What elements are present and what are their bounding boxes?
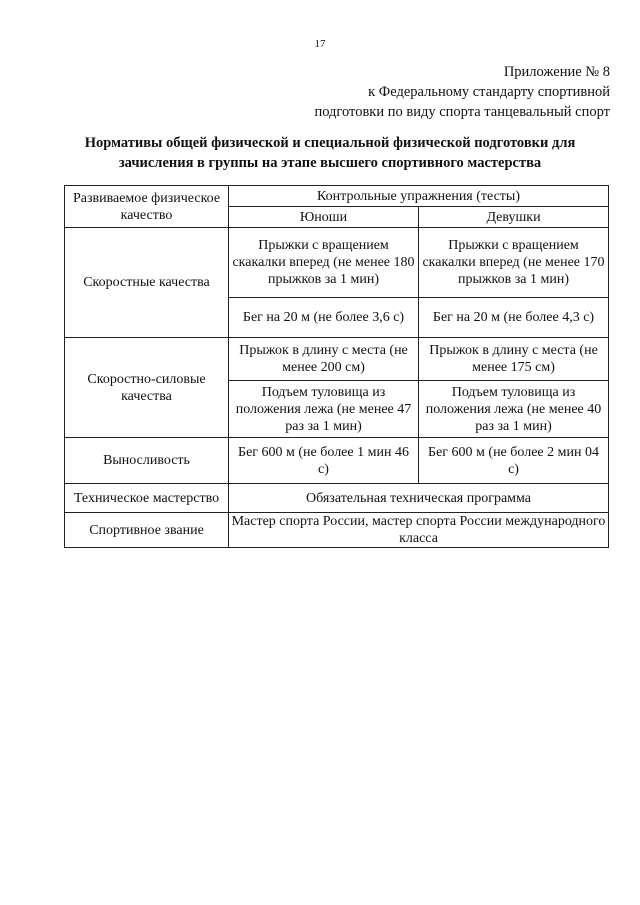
test-combined: Мастер спорта России, мастер спорта России международного класса [229, 513, 609, 548]
test-boys: Подъем туловища из положения лежа (не менее 47 раз за 1 мин) [229, 381, 419, 438]
document-title [60, 133, 600, 173]
appendix-line-1: Приложение № 8 [503, 64, 610, 80]
test-girls: Подъем туловища из положения лежа (не менее 40 раз за 1 мин) [419, 381, 609, 438]
test-boys: Бег на 20 м (не более 3,6 с) [229, 298, 419, 338]
row-quality: Техническое мастерство [65, 484, 229, 513]
test-boys: Прыжок в длину с места (не менее 200 см) [229, 338, 419, 381]
appendix-line-2: к Федеральному стандарту спортивной [368, 84, 610, 100]
test-girls: Бег 600 м (не более 2 мин 04 с) [419, 438, 609, 484]
document-title-line-1: Нормативы общей физической и специальной физической подготовки для [84, 135, 576, 151]
header-boys: Юноши [229, 207, 419, 228]
row-quality: Скоростно-силовые качества [65, 338, 229, 438]
test-boys: Прыжки с вращением скакалки вперед (не менее 180 прыжков за 1 мин) [229, 228, 419, 298]
row-quality: Скоростные качества [65, 228, 229, 338]
page-number: 17 [314, 38, 326, 50]
header-tests: Контрольные упражнения (тесты) [229, 186, 609, 207]
test-girls: Бег на 20 м (не более 4,3 с) [419, 298, 609, 338]
appendix-line-3: подготовки по виду спорта танцевальный спорт [314, 104, 610, 120]
row-quality: Выносливость [65, 438, 229, 484]
document-title-line-2: зачисления в группы на этапе высшего спортивного мастерства [118, 155, 542, 171]
header-quality: Развиваемое физическое качество [65, 186, 229, 228]
test-girls: Прыжки с вращением скакалки вперед (не менее 170 прыжков за 1 мин) [419, 228, 609, 298]
norms-table [64, 185, 609, 548]
test-combined: Обязательная техническая программа [229, 484, 609, 513]
row-quality: Спортивное звание [65, 513, 229, 548]
header-girls: Девушки [419, 207, 609, 228]
appendix-reference [314, 62, 610, 122]
test-girls: Прыжок в длину с места (не менее 175 см) [419, 338, 609, 381]
test-boys: Бег 600 м (не более 1 мин 46 с) [229, 438, 419, 484]
